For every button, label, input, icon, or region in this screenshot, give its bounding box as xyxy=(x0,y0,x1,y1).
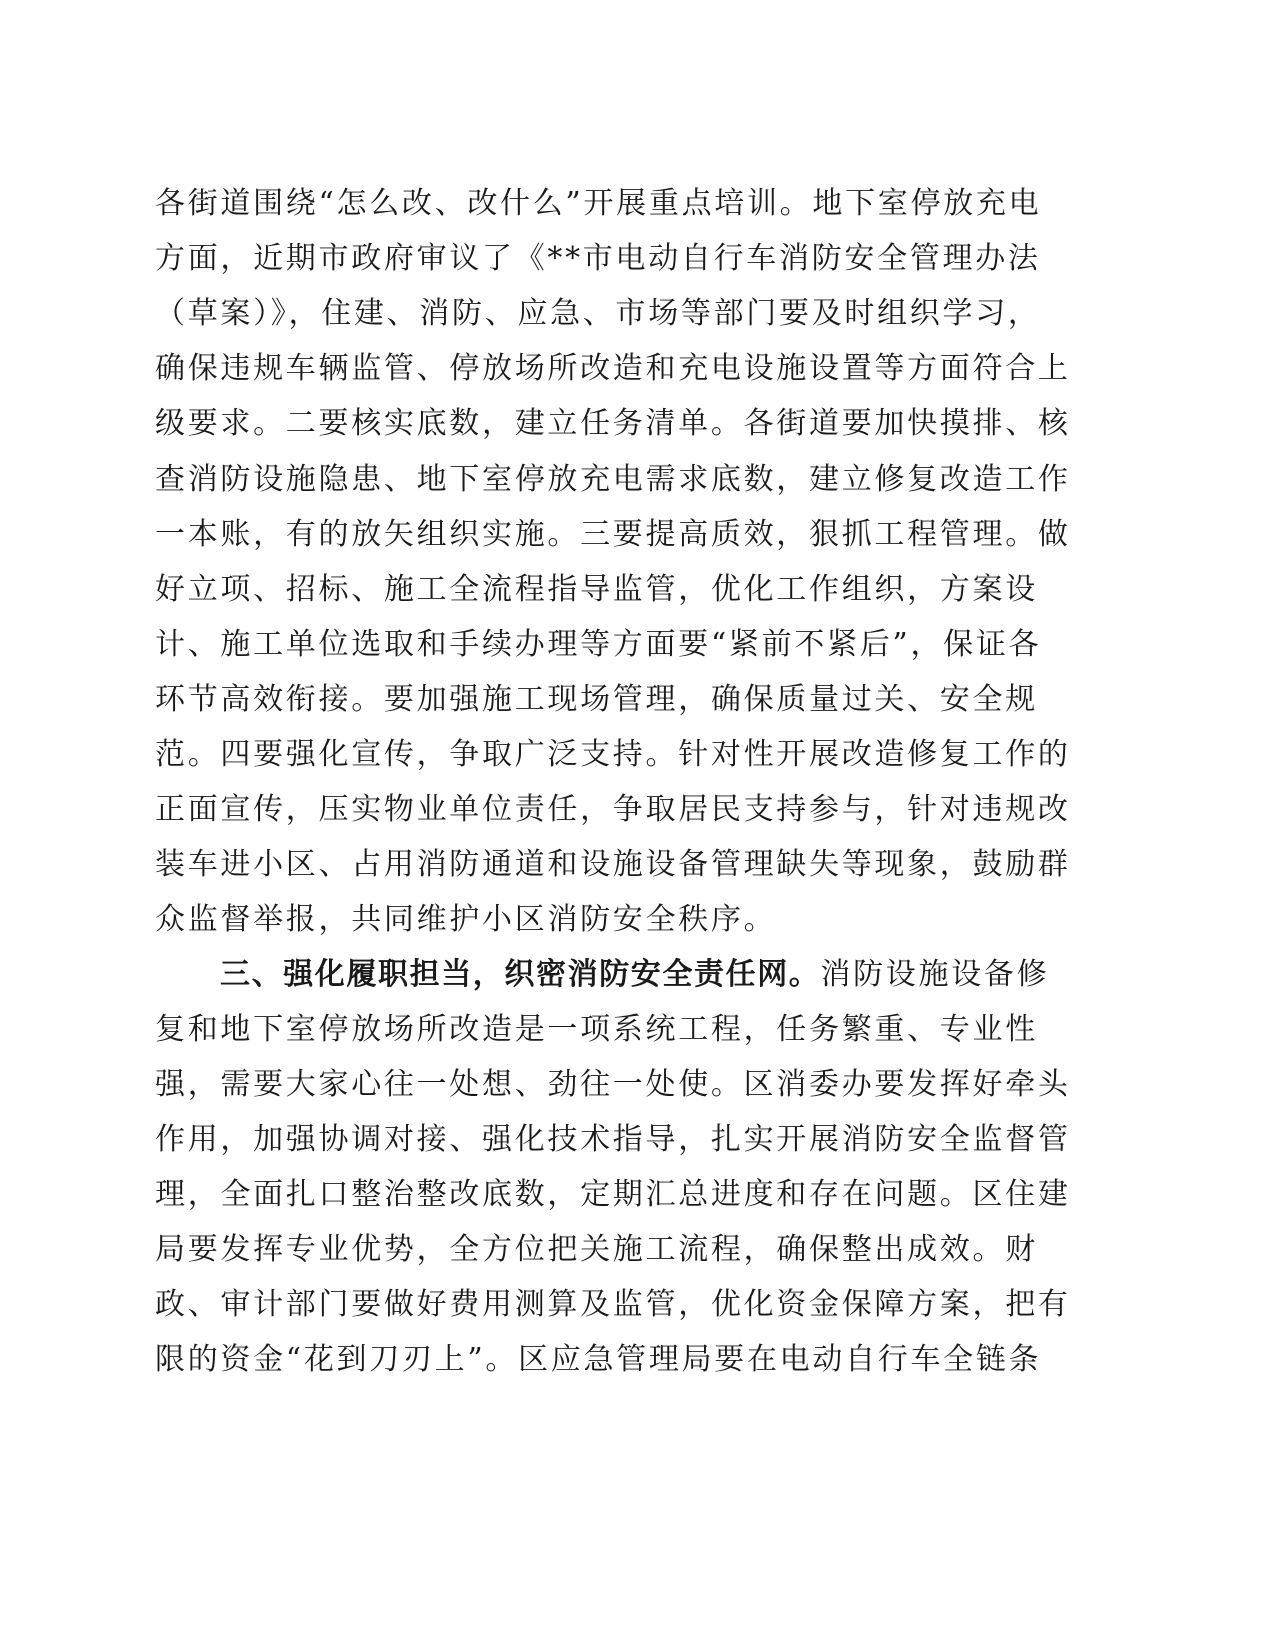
paragraph-line: 查消防设施隐患、地下室停放充电需求底数，建立修复改造工作 xyxy=(155,462,1071,497)
paragraph-line: 好立项、招标、施工全流程指导监管，优化工作组织，方案设 xyxy=(155,572,1038,607)
paragraph-line: 一本账，有的放矢组织实施。三要提高质效，狠抓工程管理。做 xyxy=(155,517,1071,552)
paragraph-line: 强，需要大家心往一处想、劲往一处使。区消委办要发挥好牵头 xyxy=(155,1067,1071,1102)
paragraph-line: 级要求。二要核实底数，建立任务清单。各街道要加快摸排、核 xyxy=(155,406,1071,441)
paragraph-text: 消防设施设备修 xyxy=(820,957,1050,992)
paragraph-line: 环节高效衔接。要加强施工现场管理，确保质量过关、安全规 xyxy=(155,682,1038,717)
paragraph-line: 众监督举报，共同维护小区消防安全秩序。 xyxy=(155,902,777,937)
paragraph-line: 方面，近期市政府审议了《**市电动自行车消防安全管理办法 xyxy=(155,241,1041,276)
paragraph-line: 确保违规车辆监管、停放场所改造和充电设施设置等方面符合上 xyxy=(155,351,1071,386)
paragraph-line: 装车进小区、占用消防通道和设施设备管理缺失等现象，鼓励群 xyxy=(155,847,1071,882)
section-heading: 三、强化履职担当，织密消防安全责任网。 xyxy=(220,957,821,992)
section-3-first-line xyxy=(220,946,1080,1004)
paragraph-line: 局要发挥专业优势，全方位把关施工流程，确保整出成效。财 xyxy=(155,1232,1038,1267)
paragraph-line: 限的资金“花到刀刃上”。区应急管理局要在电动自行车全链条 xyxy=(155,1342,1042,1377)
paragraph-line: 各街道围绕“怎么改、改什么”开展重点培训。地下室停放充电 xyxy=(155,186,1042,221)
paragraph-line: 政、审计部门要做好费用测算及监管，优化资金保障方案，把有 xyxy=(155,1287,1071,1322)
paragraph-line: 复和地下室停放场所改造是一项系统工程，任务繁重、专业性 xyxy=(155,1012,1038,1047)
paragraph-line: 作用，加强协调对接、强化技术指导，扎实开展消防安全监督管 xyxy=(155,1122,1071,1157)
paragraph-line: 范。四要强化宣传，争取广泛支持。针对性开展改造修复工作的 xyxy=(155,737,1071,772)
paragraph-line: 理，全面扎口整治整改底数，定期汇总进度和存在问题。区住建 xyxy=(155,1177,1071,1212)
paragraph-line: 计、施工单位选取和手续办理等方面要“紧前不紧后”，保证各 xyxy=(155,627,1042,662)
paragraph-line: （草案）》，住建、消防、应急、市场等部门要及时组织学习， xyxy=(155,296,1041,331)
paragraph-line: 正面宣传，压实物业单位责任，争取居民支持参与，针对违规改 xyxy=(155,792,1071,827)
